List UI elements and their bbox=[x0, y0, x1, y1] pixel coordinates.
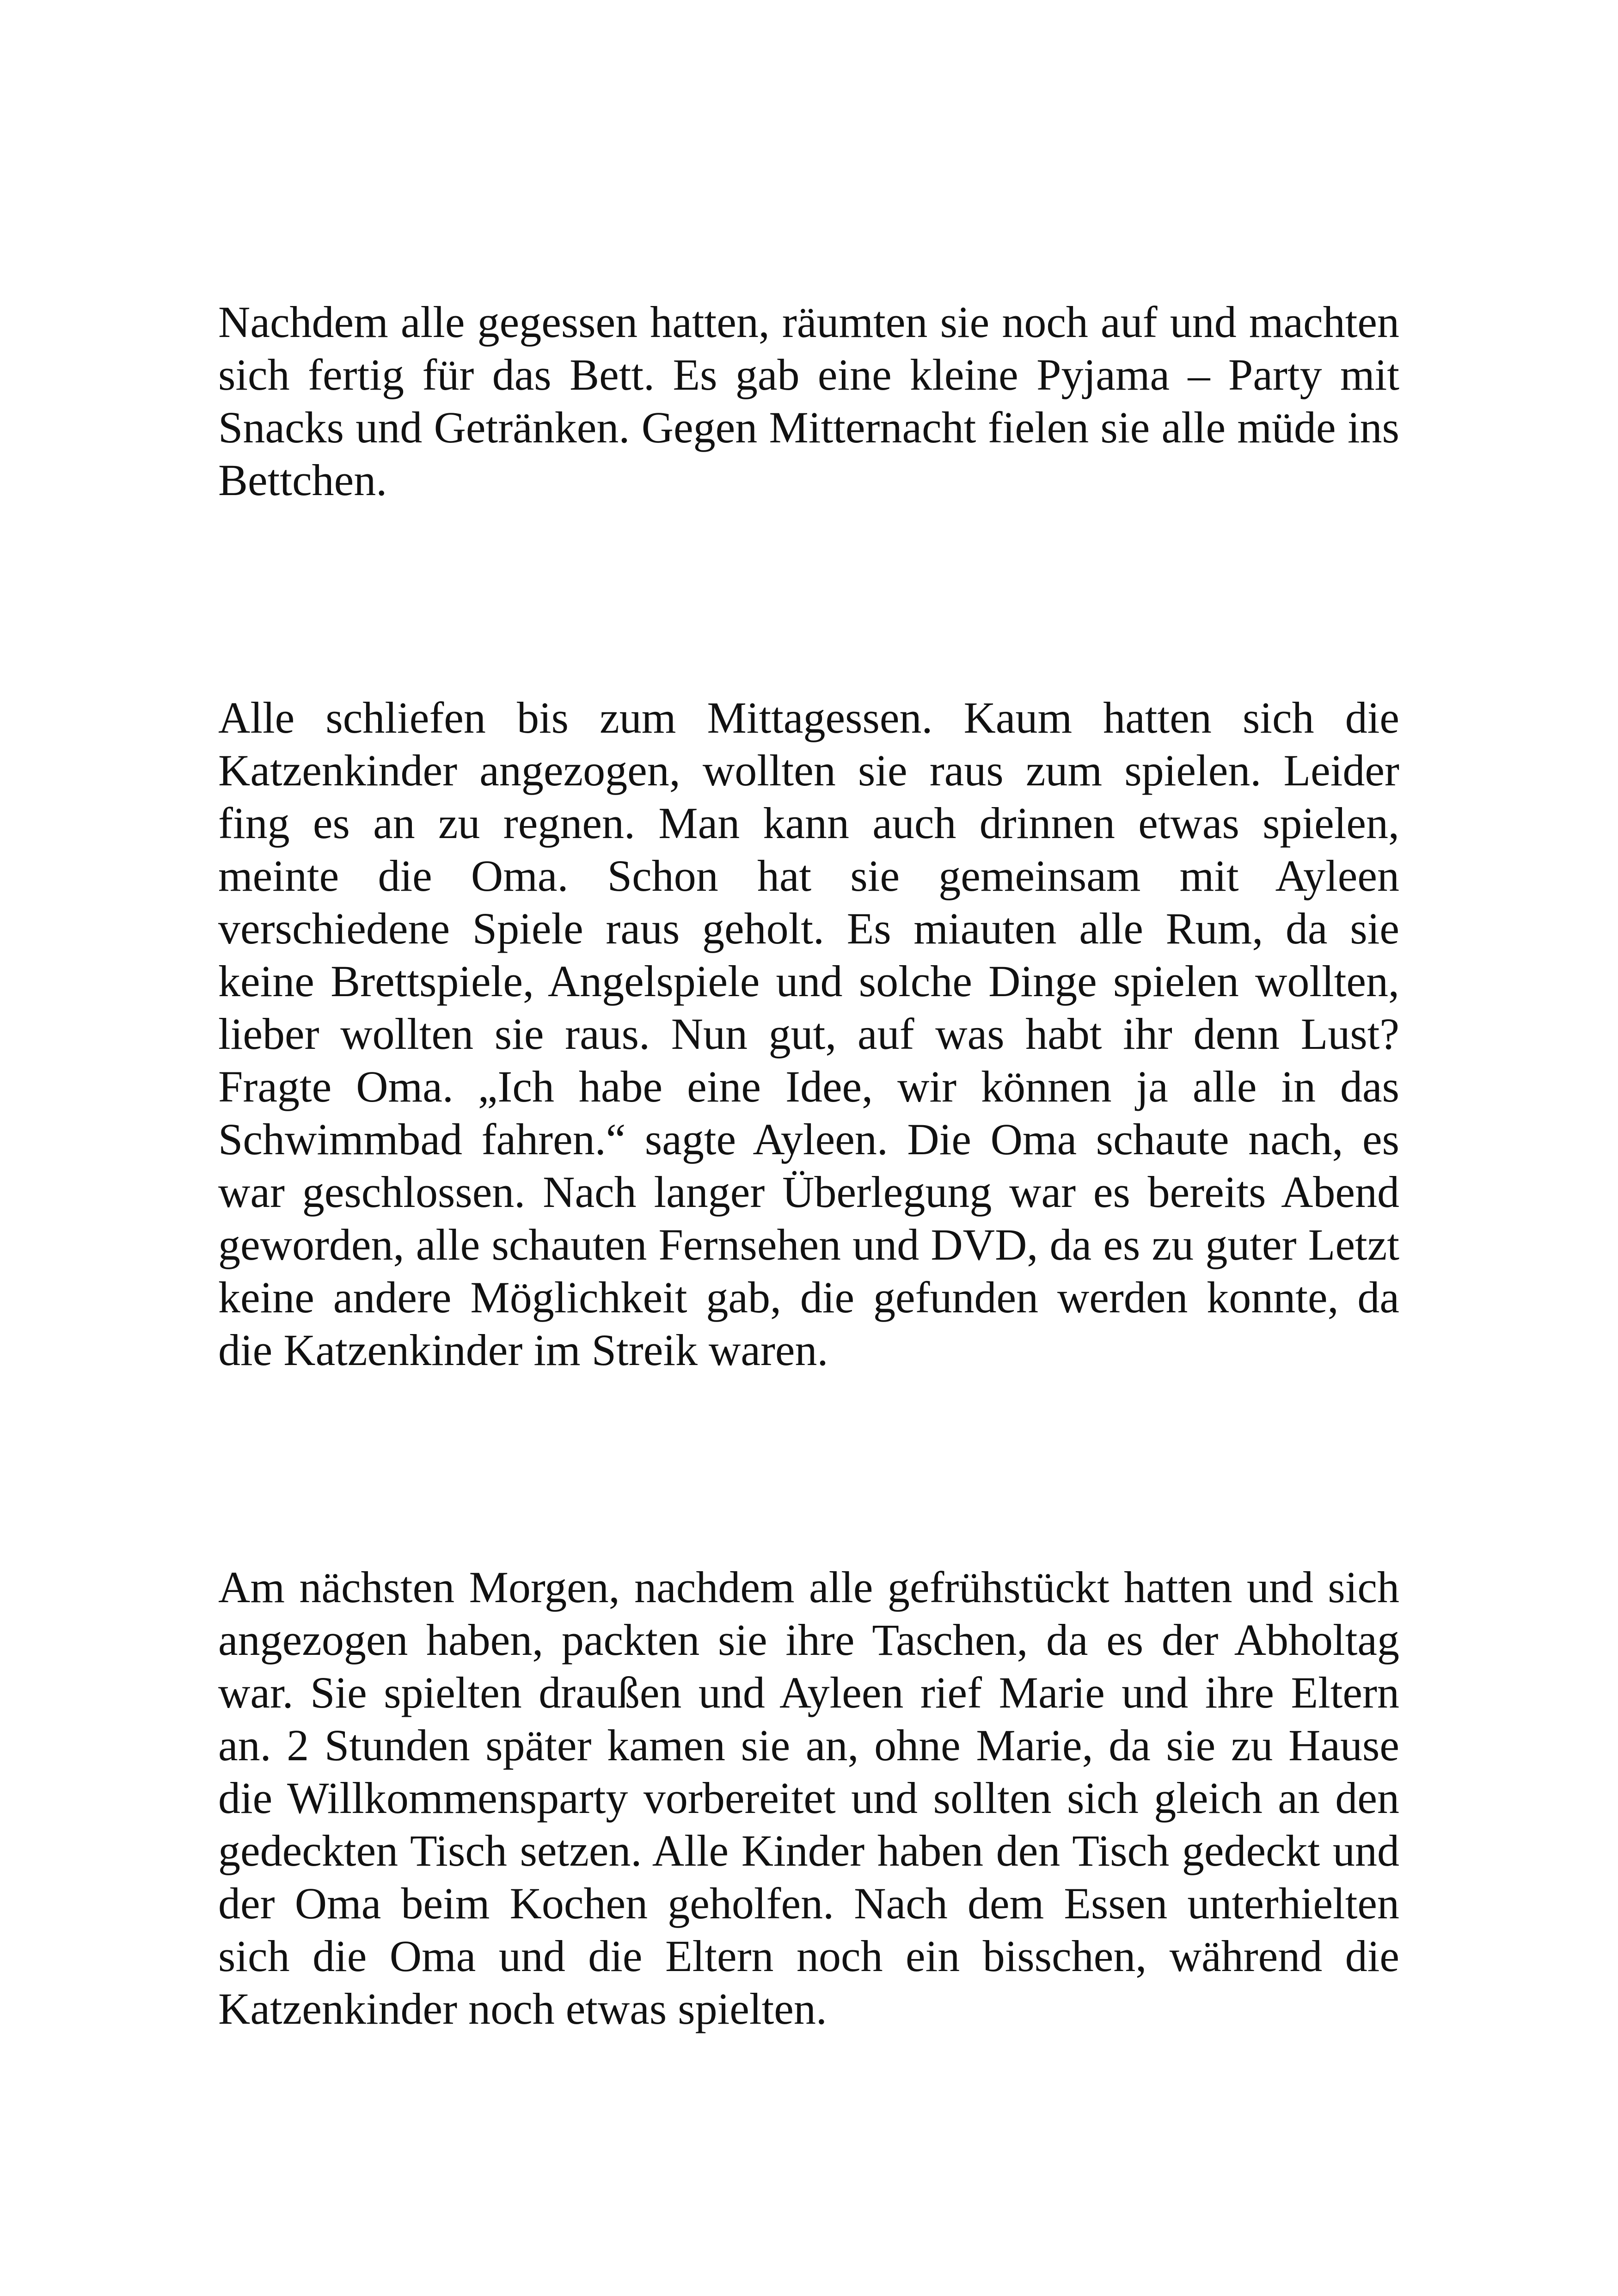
paragraph-pyjama-party: Nachdem alle gegessen hatten, räumten sie noch auf und machten sich fertig für das Bett. Es gab eine kleine Pyjama – Party mit Snacks und Getränken. Gegen Mitternacht fielen sie alle müde ins Bettchen. bbox=[218, 297, 1399, 505]
paragraph-pickup-day: Am nächsten Morgen, nachdem alle gefrühstückt hatten und sich angezogen haben, packten sie ihre Taschen, da es der Abholtag war. Sie spielten draußen und Ayleen rief Marie und ihre Eltern an. 2 Stunden später kamen sie an, ohne Marie, da sie zu Hause die Willkommensparty vorbereitet und sollten sich gleich an den gedeckten Tisch setzen. Alle Kinder haben den Tisch gedeckt und der Oma beim Kochen geholfen. Nach dem Essen unterhielten sich die Oma und die Eltern noch ein bisschen, während die Katzenkinder noch etwas spielten. bbox=[218, 1562, 1399, 2033]
paragraph-rainy-day: Alle schliefen bis zum Mittagessen. Kaum hatten sich die Katzenkinder angezogen, wollten sie raus zum spielen. Leider fing es an zu regnen. Man kann auch drinnen etwas spielen, meinte die Oma. Schon hat sie gemeinsam mit Ayleen verschiedene Spiele raus geholt. Es miauten alle Rum, da sie keine Brettspiele, Angelspiele und solche Dinge spielen wollten, lieber wollten sie raus. Nun gut, auf was habt ihr denn Lust? Fragte Oma. „Ich habe eine Idee, wir können ja alle in das Schwimmbad fahren.“ sagte Ayleen. Die Oma schaute nach, es war geschlossen. Nach langer Überlegung war es bereits Abend geworden, alle schauten Fernsehen und DVD, da es zu guter Letzt keine andere Möglichkeit gab, die gefunden werden konnte, da die Katzenkinder im Streik waren. bbox=[218, 693, 1399, 1375]
